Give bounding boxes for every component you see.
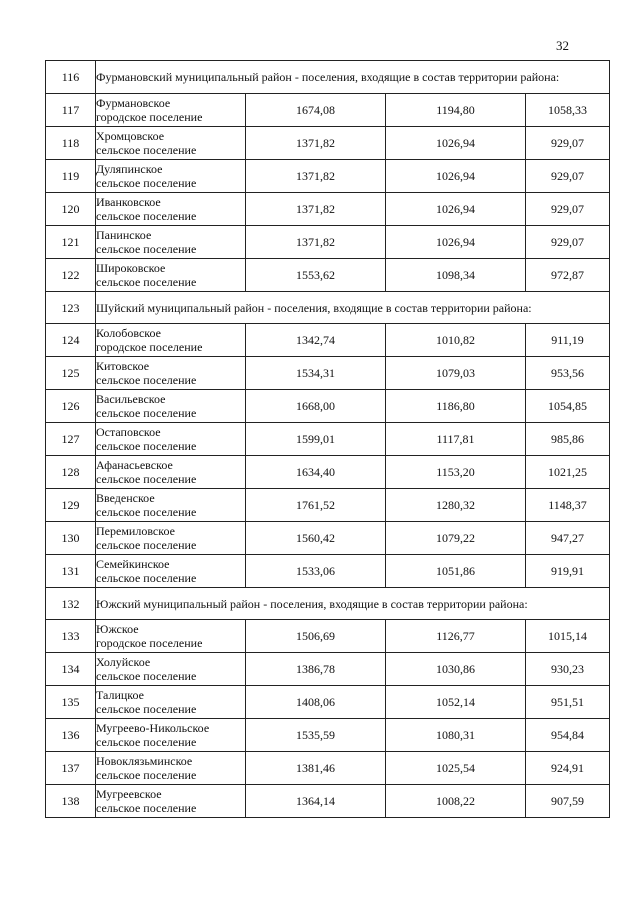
table-row bbox=[46, 686, 610, 719]
settlement-name-line1: Введенское bbox=[96, 491, 155, 505]
section-title: Фурмановский муниципальный район - поселения, входящие в состав территории района: bbox=[96, 61, 610, 94]
table-row bbox=[46, 522, 610, 555]
settlement-name-line1: Семейкинское bbox=[96, 557, 170, 571]
table-row bbox=[46, 357, 610, 390]
value-col-3: 953,56 bbox=[526, 357, 610, 390]
table-row bbox=[46, 785, 610, 818]
row-number: 118 bbox=[46, 127, 96, 160]
value-col-1: 1371,82 bbox=[246, 127, 386, 160]
settlement-name bbox=[96, 489, 246, 522]
value-col-3: 1058,33 bbox=[526, 94, 610, 127]
settlement-type-line2: сельское поселение bbox=[96, 176, 197, 190]
value-col-1: 1668,00 bbox=[246, 390, 386, 423]
settlement-type-line2: сельское поселение bbox=[96, 669, 197, 683]
value-col-1: 1381,46 bbox=[246, 752, 386, 785]
settlement-name-line1: Колобовское bbox=[96, 326, 161, 340]
row-number: 128 bbox=[46, 456, 96, 489]
value-col-1: 1371,82 bbox=[246, 193, 386, 226]
row-number: 120 bbox=[46, 193, 96, 226]
value-col-2: 1280,32 bbox=[386, 489, 526, 522]
value-col-3: 930,23 bbox=[526, 653, 610, 686]
settlement-name bbox=[96, 555, 246, 588]
row-number: 125 bbox=[46, 357, 96, 390]
value-col-3: 1015,14 bbox=[526, 620, 610, 653]
value-col-1: 1506,69 bbox=[246, 620, 386, 653]
value-col-3: 929,07 bbox=[526, 127, 610, 160]
row-number: 135 bbox=[46, 686, 96, 719]
settlement-name bbox=[96, 620, 246, 653]
settlement-name bbox=[96, 259, 246, 292]
section-row bbox=[46, 292, 610, 324]
section-title: Шуйский муниципальный район - поселения, входящие в состав территории района: bbox=[96, 292, 610, 324]
table-row bbox=[46, 193, 610, 226]
settlement-name-line1: Мугреево-Никольское bbox=[96, 721, 210, 735]
settlement-name-line1: Китовское bbox=[96, 359, 150, 373]
settlement-name bbox=[96, 127, 246, 160]
row-number: 127 bbox=[46, 423, 96, 456]
value-col-2: 1026,94 bbox=[386, 160, 526, 193]
settlement-type-line2: городское поселение bbox=[96, 636, 203, 650]
table-row bbox=[46, 489, 610, 522]
row-number: 124 bbox=[46, 324, 96, 357]
table-row bbox=[46, 160, 610, 193]
value-col-2: 1186,80 bbox=[386, 390, 526, 423]
value-col-1: 1371,82 bbox=[246, 226, 386, 259]
settlement-type-line2: сельское поселение bbox=[96, 143, 197, 157]
row-number: 131 bbox=[46, 555, 96, 588]
row-number: 137 bbox=[46, 752, 96, 785]
value-col-2: 1026,94 bbox=[386, 127, 526, 160]
table-row bbox=[46, 390, 610, 423]
value-col-2: 1025,54 bbox=[386, 752, 526, 785]
settlement-name-line1: Талицкое bbox=[96, 688, 144, 702]
table-row bbox=[46, 653, 610, 686]
settlement-name bbox=[96, 160, 246, 193]
table-row bbox=[46, 94, 610, 127]
settlement-type-line2: сельское поселение bbox=[96, 735, 197, 749]
settlement-name-line1: Холуйское bbox=[96, 655, 151, 669]
settlement-type-line2: сельское поселение bbox=[96, 702, 197, 716]
value-col-2: 1026,94 bbox=[386, 226, 526, 259]
row-number: 133 bbox=[46, 620, 96, 653]
table-row bbox=[46, 719, 610, 752]
settlement-name-line1: Остаповское bbox=[96, 425, 161, 439]
value-col-2: 1126,77 bbox=[386, 620, 526, 653]
value-col-3: 947,27 bbox=[526, 522, 610, 555]
row-number: 123 bbox=[46, 292, 96, 324]
value-col-2: 1079,22 bbox=[386, 522, 526, 555]
settlement-name bbox=[96, 686, 246, 719]
settlement-name bbox=[96, 423, 246, 456]
settlement-name bbox=[96, 357, 246, 390]
settlement-type-line2: городское поселение bbox=[96, 340, 203, 354]
value-col-1: 1761,52 bbox=[246, 489, 386, 522]
row-number: 138 bbox=[46, 785, 96, 818]
row-number: 132 bbox=[46, 588, 96, 620]
settlement-name bbox=[96, 785, 246, 818]
value-col-2: 1117,81 bbox=[386, 423, 526, 456]
value-col-2: 1194,80 bbox=[386, 94, 526, 127]
settlement-name bbox=[96, 522, 246, 555]
value-col-3: 954,84 bbox=[526, 719, 610, 752]
table-row bbox=[46, 620, 610, 653]
row-number: 122 bbox=[46, 259, 96, 292]
value-col-3: 907,59 bbox=[526, 785, 610, 818]
settlement-name-line1: Мугреевское bbox=[96, 787, 162, 801]
value-col-1: 1599,01 bbox=[246, 423, 386, 456]
value-col-3: 985,86 bbox=[526, 423, 610, 456]
value-col-2: 1010,82 bbox=[386, 324, 526, 357]
table-row bbox=[46, 324, 610, 357]
settlement-type-line2: сельское поселение bbox=[96, 275, 197, 289]
settlement-type-line2: сельское поселение bbox=[96, 538, 197, 552]
table-row bbox=[46, 423, 610, 456]
row-number: 116 bbox=[46, 61, 96, 94]
value-col-2: 1079,03 bbox=[386, 357, 526, 390]
row-number: 136 bbox=[46, 719, 96, 752]
settlement-type-line2: сельское поселение bbox=[96, 406, 197, 420]
value-col-2: 1098,34 bbox=[386, 259, 526, 292]
settlement-type-line2: сельское поселение bbox=[96, 505, 197, 519]
table-row bbox=[46, 259, 610, 292]
value-col-1: 1408,06 bbox=[246, 686, 386, 719]
settlement-name bbox=[96, 719, 246, 752]
value-col-2: 1026,94 bbox=[386, 193, 526, 226]
settlement-type-line2: сельское поселение bbox=[96, 439, 197, 453]
value-col-3: 924,91 bbox=[526, 752, 610, 785]
value-col-2: 1008,22 bbox=[386, 785, 526, 818]
value-col-1: 1342,74 bbox=[246, 324, 386, 357]
settlement-name-line1: Хромцовское bbox=[96, 129, 165, 143]
value-col-1: 1560,42 bbox=[246, 522, 386, 555]
settlement-name-line1: Перемиловское bbox=[96, 524, 175, 538]
settlement-name bbox=[96, 324, 246, 357]
table-row bbox=[46, 127, 610, 160]
table-row bbox=[46, 555, 610, 588]
value-col-1: 1535,59 bbox=[246, 719, 386, 752]
value-col-1: 1364,14 bbox=[246, 785, 386, 818]
value-col-1: 1553,62 bbox=[246, 259, 386, 292]
value-col-2: 1030,86 bbox=[386, 653, 526, 686]
settlement-name bbox=[96, 390, 246, 423]
value-col-2: 1051,86 bbox=[386, 555, 526, 588]
settlement-name-line1: Дуляпинское bbox=[96, 162, 163, 176]
value-col-1: 1386,78 bbox=[246, 653, 386, 686]
section-title: Южский муниципальный район - поселения, входящие в состав территории района: bbox=[96, 588, 610, 620]
table-body bbox=[46, 61, 610, 818]
value-col-1: 1634,40 bbox=[246, 456, 386, 489]
value-col-3: 1021,25 bbox=[526, 456, 610, 489]
value-col-2: 1153,20 bbox=[386, 456, 526, 489]
row-number: 134 bbox=[46, 653, 96, 686]
table-row bbox=[46, 226, 610, 259]
section-row bbox=[46, 61, 610, 94]
value-col-2: 1052,14 bbox=[386, 686, 526, 719]
settlement-name bbox=[96, 226, 246, 259]
settlements-table bbox=[45, 60, 610, 818]
value-col-3: 911,19 bbox=[526, 324, 610, 357]
row-number: 130 bbox=[46, 522, 96, 555]
settlement-name-line1: Фурмановское bbox=[96, 96, 171, 110]
settlement-name bbox=[96, 653, 246, 686]
value-col-1: 1534,31 bbox=[246, 357, 386, 390]
settlement-type-line2: сельское поселение bbox=[96, 768, 197, 782]
row-number: 121 bbox=[46, 226, 96, 259]
settlement-name bbox=[96, 752, 246, 785]
settlement-type-line2: сельское поселение bbox=[96, 472, 197, 486]
settlement-name-line1: Панинское bbox=[96, 228, 152, 242]
settlement-name-line1: Новоклязьминское bbox=[96, 754, 193, 768]
table-row bbox=[46, 752, 610, 785]
value-col-3: 1054,85 bbox=[526, 390, 610, 423]
settlement-type-line2: сельское поселение bbox=[96, 242, 197, 256]
settlement-type-line2: сельское поселение bbox=[96, 801, 197, 815]
value-col-3: 929,07 bbox=[526, 226, 610, 259]
value-col-1: 1371,82 bbox=[246, 160, 386, 193]
settlement-type-line2: сельское поселение bbox=[96, 571, 197, 585]
table-row bbox=[46, 456, 610, 489]
page-number: 32 bbox=[556, 38, 569, 53]
row-number: 126 bbox=[46, 390, 96, 423]
settlement-name-line1: Афанасьевское bbox=[96, 458, 173, 472]
value-col-3: 972,87 bbox=[526, 259, 610, 292]
settlement-name bbox=[96, 193, 246, 226]
row-number: 119 bbox=[46, 160, 96, 193]
settlement-type-line2: сельское поселение bbox=[96, 373, 197, 387]
value-col-3: 929,07 bbox=[526, 160, 610, 193]
value-col-1: 1533,06 bbox=[246, 555, 386, 588]
settlement-name bbox=[96, 456, 246, 489]
settlement-type-line2: городское поселение bbox=[96, 110, 203, 124]
section-row bbox=[46, 588, 610, 620]
value-col-2: 1080,31 bbox=[386, 719, 526, 752]
row-number: 129 bbox=[46, 489, 96, 522]
value-col-3: 1148,37 bbox=[526, 489, 610, 522]
settlement-name-line1: Васильевское bbox=[96, 392, 166, 406]
settlement-name-line1: Иванковское bbox=[96, 195, 161, 209]
value-col-3: 929,07 bbox=[526, 193, 610, 226]
value-col-1: 1674,08 bbox=[246, 94, 386, 127]
settlement-type-line2: сельское поселение bbox=[96, 209, 197, 223]
settlement-name bbox=[96, 94, 246, 127]
value-col-3: 951,51 bbox=[526, 686, 610, 719]
settlement-name-line1: Южское bbox=[96, 622, 139, 636]
row-number: 117 bbox=[46, 94, 96, 127]
value-col-3: 919,91 bbox=[526, 555, 610, 588]
settlement-name-line1: Широковское bbox=[96, 261, 166, 275]
